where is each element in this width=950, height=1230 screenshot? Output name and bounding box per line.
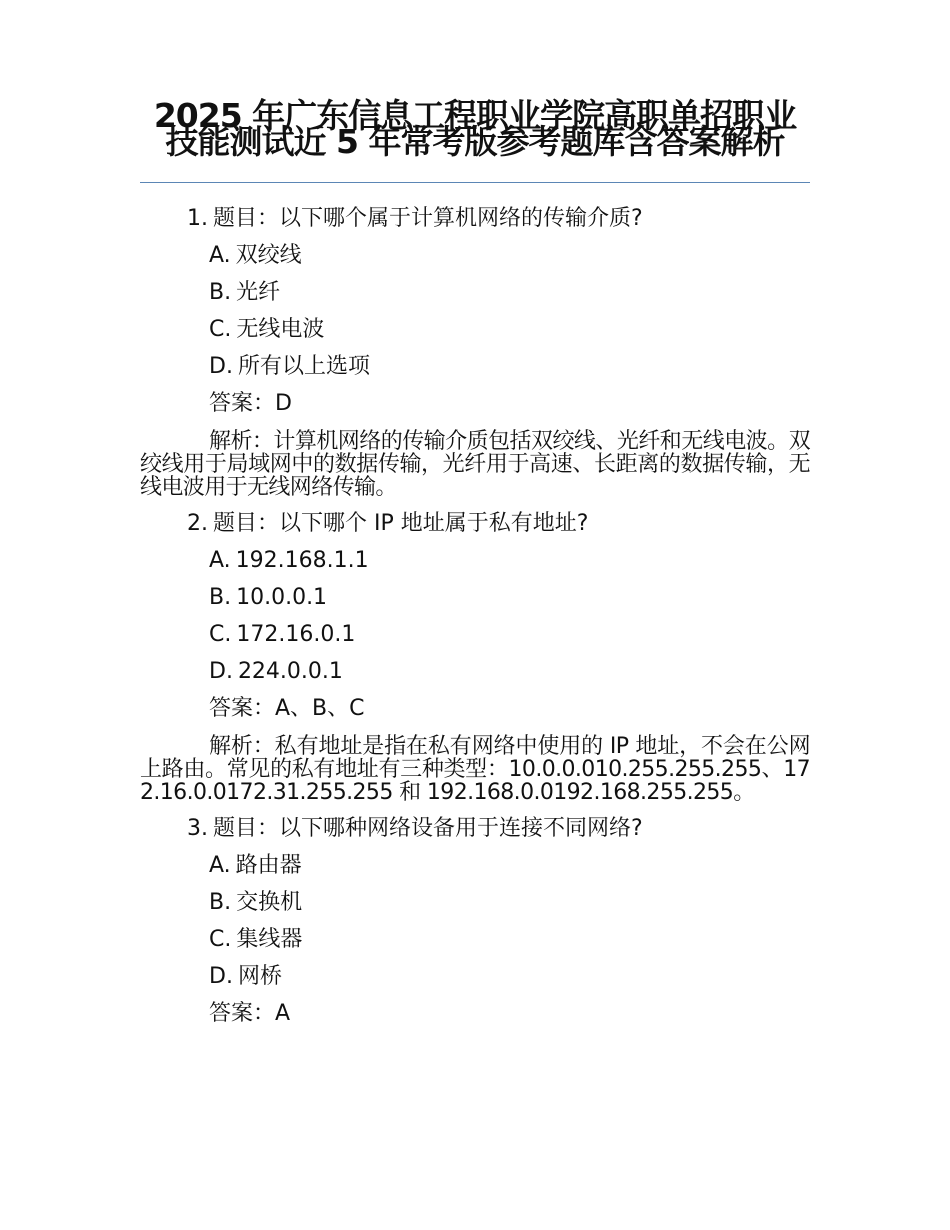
question-stem [140,200,810,237]
question-list [140,200,810,1032]
question-text: 题目：以下哪个 IP 地址属于私有地址? [213,511,589,536]
question-text: 题目：以下哪种网络设备用于连接不同网络? [213,816,643,841]
option-key: D. [209,659,233,684]
option-text: 192.168.1.1 [235,548,369,573]
option-b [140,579,810,616]
question-text: 题目：以下哪个属于计算机网络的传输介质? [213,206,643,231]
option-b [140,884,810,921]
option-b [140,274,810,311]
option-key: D. [209,354,233,379]
question-number: 1. [187,206,208,231]
explanation: 解析：私有地址是指在私有网络中使用的 IP 地址，不会在公网上路由。常见的私有地址有三种类型：10.0.0.010.255.255.255、172.16.0.0172.31.255.255 和 192.168.0.0192.168.255.255。 [140,734,810,805]
document-title: 2025 年广东信息工程职业学院高职单招职业技能测试近 5 年常考版参考题库含答案解析 [153,96,797,161]
option-key: B. [209,585,232,610]
question-number: 2. [187,511,208,536]
explanation: 解析：计算机网络的传输介质包括双绞线、光纤和无线电波。双绞线用于局域网中的数据传输，光纤用于高速、长距离的数据传输，无线电波用于无线网络传输。 [140,429,810,500]
option-key: C. [209,317,232,342]
option-text: 路由器 [235,853,302,878]
option-key: B. [209,280,232,305]
option-key: D. [209,964,233,989]
option-key: C. [209,927,232,952]
option-c [140,311,810,348]
option-key: C. [209,622,232,647]
title-divider [140,182,810,183]
option-text: 172.16.0.1 [236,622,356,647]
option-key: A. [209,853,231,878]
option-text: 光纤 [236,280,281,305]
option-c [140,616,810,653]
question-stem [140,810,810,847]
question-stem [140,505,810,542]
option-key: A. [209,548,231,573]
answer: 答案：A [209,1001,291,1026]
option-text: 网桥 [237,964,282,989]
option-text: 10.0.0.1 [236,585,328,610]
option-d [140,653,810,690]
option-text: 无线电波 [236,317,325,342]
option-text: 双绞线 [235,243,302,268]
answer: 答案：D [209,391,292,416]
answer: 答案：A、B、C [209,696,365,721]
option-a [140,237,810,274]
question-1 [140,200,810,505]
option-c [140,921,810,958]
option-d [140,348,810,385]
option-a [140,847,810,884]
option-text: 所有以上选项 [237,354,370,379]
option-key: B. [209,890,232,915]
option-a [140,542,810,579]
option-text: 交换机 [236,890,303,915]
option-text: 集线器 [236,927,303,952]
option-d [140,958,810,995]
question-2 [140,505,810,810]
option-text: 224.0.0.1 [237,659,343,684]
question-number: 3. [187,816,208,841]
question-3 [140,810,810,1032]
option-key: A. [209,243,231,268]
